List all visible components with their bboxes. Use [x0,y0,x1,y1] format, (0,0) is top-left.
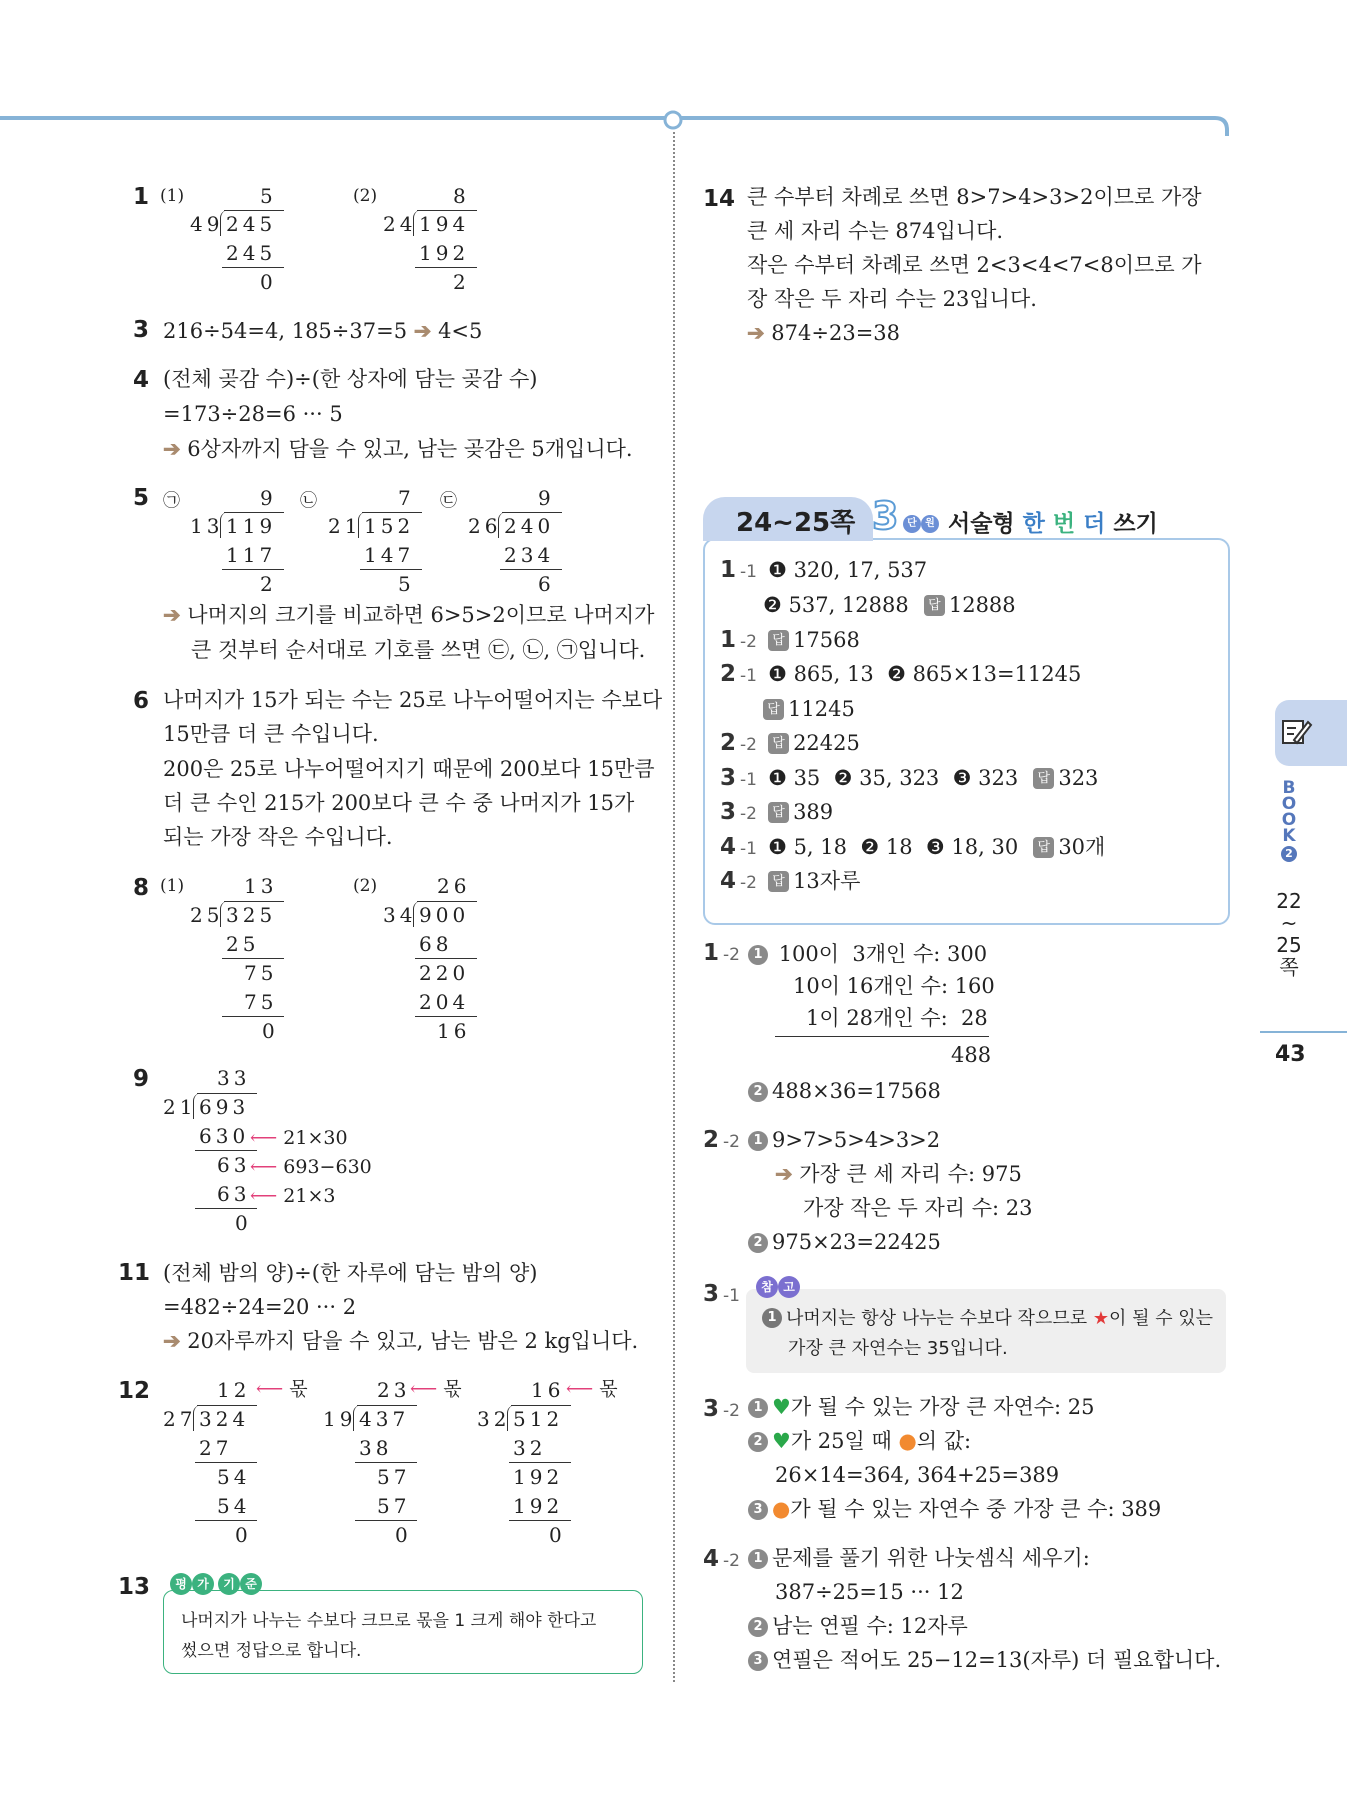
q14-line: 장 작은 두 자리 수는 23입니다. [747,287,1037,311]
q5c-label: ㉢ [440,491,457,511]
q8a-label: (1) [160,876,185,896]
result-arrow-icon: ➔ [163,1328,181,1353]
q5-line2: 큰 것부터 순서대로 기호를 쓰면 ㉢, ㉡, ㉠입니다. [191,638,646,662]
s32-line2: 2 ♥가 25일 때 ●의 값: [748,1424,971,1458]
q12c-mok-note: ⟵ 몫 [566,1378,618,1400]
answer-row: 4 -2 답 13자루 [720,868,861,894]
q4-line2: =173÷28=6 ··· 5 [163,402,343,426]
pointer-arrow-icon: ⟵ [250,1156,278,1178]
pointer-arrow-icon: ⟵ [256,1378,284,1400]
q1-number: 1 [133,184,150,210]
answer-row: 1 -1 ❶ 320, 17, 537 [720,557,928,583]
q11-line3: ➔ 20자루까지 담을 수 있고, 남는 밤은 2 kg입니다. [163,1328,639,1353]
heart-icon: ♥ [772,1395,791,1419]
q6-line: 더 큰 수인 215가 200보다 큰 수 중 나머지가 15가 [163,791,635,815]
answer-row: 4 -1 ❶ 5, 18 ❷ 18 ❸ 18, 30 답 30개 [720,834,1106,860]
s31-badge: 참 고 [756,1276,800,1298]
q4-number: 4 [133,367,150,393]
s42-tag: 4 -2 [703,1546,740,1572]
heart-icon: ♥ [772,1429,791,1453]
answer-row: 2 -2 답 22425 [720,730,860,756]
s12-tag: 1 -2 [703,940,740,966]
s22-line1: 1 9>7>5>4>3>2 [748,1123,940,1157]
q6-number: 6 [133,688,150,714]
pointer-arrow-icon: ⟵ [250,1127,278,1149]
answer-row: 1 -2 답 17568 [720,627,860,653]
q13-line: 썼으면 정답으로 합니다. [181,1641,362,1661]
s42-line4: 3 연필은 적어도 25−12=13(자루) 더 필요합니다. [748,1643,1221,1677]
s22-tag: 2 -2 [703,1127,740,1153]
q5a-label: ㉠ [163,491,180,511]
s12-line1: 1 100이 3개인 수: 300 [748,937,987,971]
q11-number: 11 [118,1260,151,1286]
q14-line: 큰 세 자리 수는 874입니다. [747,219,1004,243]
unit-badge: 단 원 [903,511,939,533]
answer-row: 3 -1 ❶ 35 ❷ 35, 323 ❸ 323 답 323 [720,765,1099,791]
result-arrow-icon: ➔ [775,1161,793,1186]
s12-line2: 10이 16개인 수: 160 [793,974,995,998]
s22-line4: 2 975×23=22425 [748,1225,941,1259]
s32-line4: 3 ●가 될 수 있는 자연수 중 가장 큰 수: 389 [748,1492,1161,1526]
q4-line3: ➔ 6상자까지 담을 수 있고, 남는 곶감은 5개입니다. [163,436,633,461]
s12-line3: 1이 28개인 수: 28 [806,1006,988,1030]
q4-line1: (전체 곶감 수)÷(한 상자에 담는 곶감 수) [163,367,538,391]
s22-line2: ➔ 가장 큰 세 자리 수: 975 [775,1161,1022,1186]
result-arrow-icon: ➔ [163,436,181,461]
answer-box-pages: 24~25쪽 [736,508,856,538]
q14-line: 작은 수부터 차례로 쓰면 2<3<4<7<8이므로 가 [747,253,1202,277]
s22-line3: 가장 작은 두 자리 수: 23 [803,1196,1033,1220]
q5-line1: ➔ 나머지의 크기를 비교하면 6>5>2이므로 나머지가 [163,602,655,627]
answer-row: ❷ 537, 12888 답 12888 [763,593,1016,617]
s12-sum: 488 [951,1043,992,1067]
pointer-arrow-icon: ⟵ [566,1378,594,1400]
s31-note-box [746,1289,1226,1373]
q9-note3: ⟵ 21×3 [250,1185,336,1207]
book-label: B O O K 2 [1281,778,1297,860]
q11-line1: (전체 밤의 양)÷(한 자루에 담는 밤의 양) [163,1261,538,1285]
s12-line4: 2 488×36=17568 [748,1074,941,1108]
result-arrow-icon: ➔ [413,318,432,343]
q12a-mok-note: ⟵ 몫 [256,1378,308,1400]
q6-line: 나머지가 15가 되는 수는 25로 나누어떨어지는 수보다 [163,688,663,712]
q3-text: 216÷54=4, 185÷37=5 ➔ 4<5 [163,318,483,343]
q6-line: 15만큼 더 큰 수입니다. [163,722,379,746]
q14-number: 14 [703,186,736,212]
q3-number: 3 [133,317,150,343]
column-divider [673,132,675,1682]
s32-line3: 26×14=364, 364+25=389 [775,1463,1060,1487]
q6-line: 200은 25로 나누어떨어지기 때문에 200보다 15만큼 [163,757,655,781]
q13-criteria-box [163,1590,643,1674]
q1a-label: (1) [160,186,185,206]
q8-number: 8 [133,875,150,901]
s42-line3: 2 남는 연필 수: 12자루 [748,1609,968,1643]
pointer-arrow-icon: ⟵ [250,1185,278,1207]
q13-badge: 평 가 기 준 [170,1573,262,1595]
dot-icon: ● [898,1429,917,1453]
pencil-note-icon [1280,716,1314,748]
s32-tag: 3 -2 [703,1396,740,1422]
s31-line1: 1 나머지는 항상 나누는 수보다 작으므로 ★이 될 수 있는 [762,1304,1213,1330]
result-arrow-icon: ➔ [163,602,181,627]
q11-line2: =482÷24=20 ··· 2 [163,1295,357,1319]
star-icon: ★ [1092,1308,1109,1329]
q5-number: 5 [133,485,150,511]
s12-sum-rule [775,1036,989,1037]
q14-line: 큰 수부터 차례로 쓰면 8>7>4>3>2이므로 가장 [747,185,1202,209]
q12-number: 12 [118,1378,151,1404]
q13-line: 나머지가 나누는 수보다 크므로 몫을 1 크게 해야 한다고 [181,1611,597,1631]
q8b-label: (2) [353,876,378,896]
s32-line1: 1 ♥가 될 수 있는 가장 큰 자연수: 25 [748,1390,1095,1424]
s31-line2: 가장 큰 자연수는 35입니다. [788,1338,1008,1359]
s42-line1: 1 문제를 풀기 위한 나눗셈식 세우기: [748,1541,1090,1575]
q9-number: 9 [133,1066,150,1092]
answer-row: 3 -2 답 389 [720,799,834,825]
answer-box-title: 서술형 한 번 더 쓰기 [948,511,1158,537]
answer-row: 답 11245 [763,692,855,726]
q14-result: ➔ 874÷23=38 [747,320,901,345]
q1b-label: (2) [353,186,378,206]
s31-tag: 3 -1 [703,1281,740,1307]
dot-icon: ● [772,1497,791,1521]
answer-row: 2 -1 ❶ 865, 13 ❷ 865×13=11245 [720,661,1082,687]
page-range-label: 22 ~ 25 쪽 [1276,889,1302,979]
answer-box-unit: 3 [872,494,899,538]
q9-note1: ⟵ 21×30 [250,1127,348,1149]
s42-line2: 387÷25=15 ··· 12 [775,1580,964,1604]
q9-note2: ⟵ 693−630 [250,1156,372,1178]
q13-number: 13 [118,1574,151,1600]
page-number: 43 [1275,1042,1306,1067]
q6-line: 되는 가장 작은 수입니다. [163,825,393,849]
q12b-mok-note: ⟵ 몫 [410,1378,462,1400]
q5b-label: ㉡ [300,491,317,511]
result-arrow-icon: ➔ [747,320,765,345]
pointer-arrow-icon: ⟵ [410,1378,438,1400]
side-rule [1260,1031,1347,1033]
